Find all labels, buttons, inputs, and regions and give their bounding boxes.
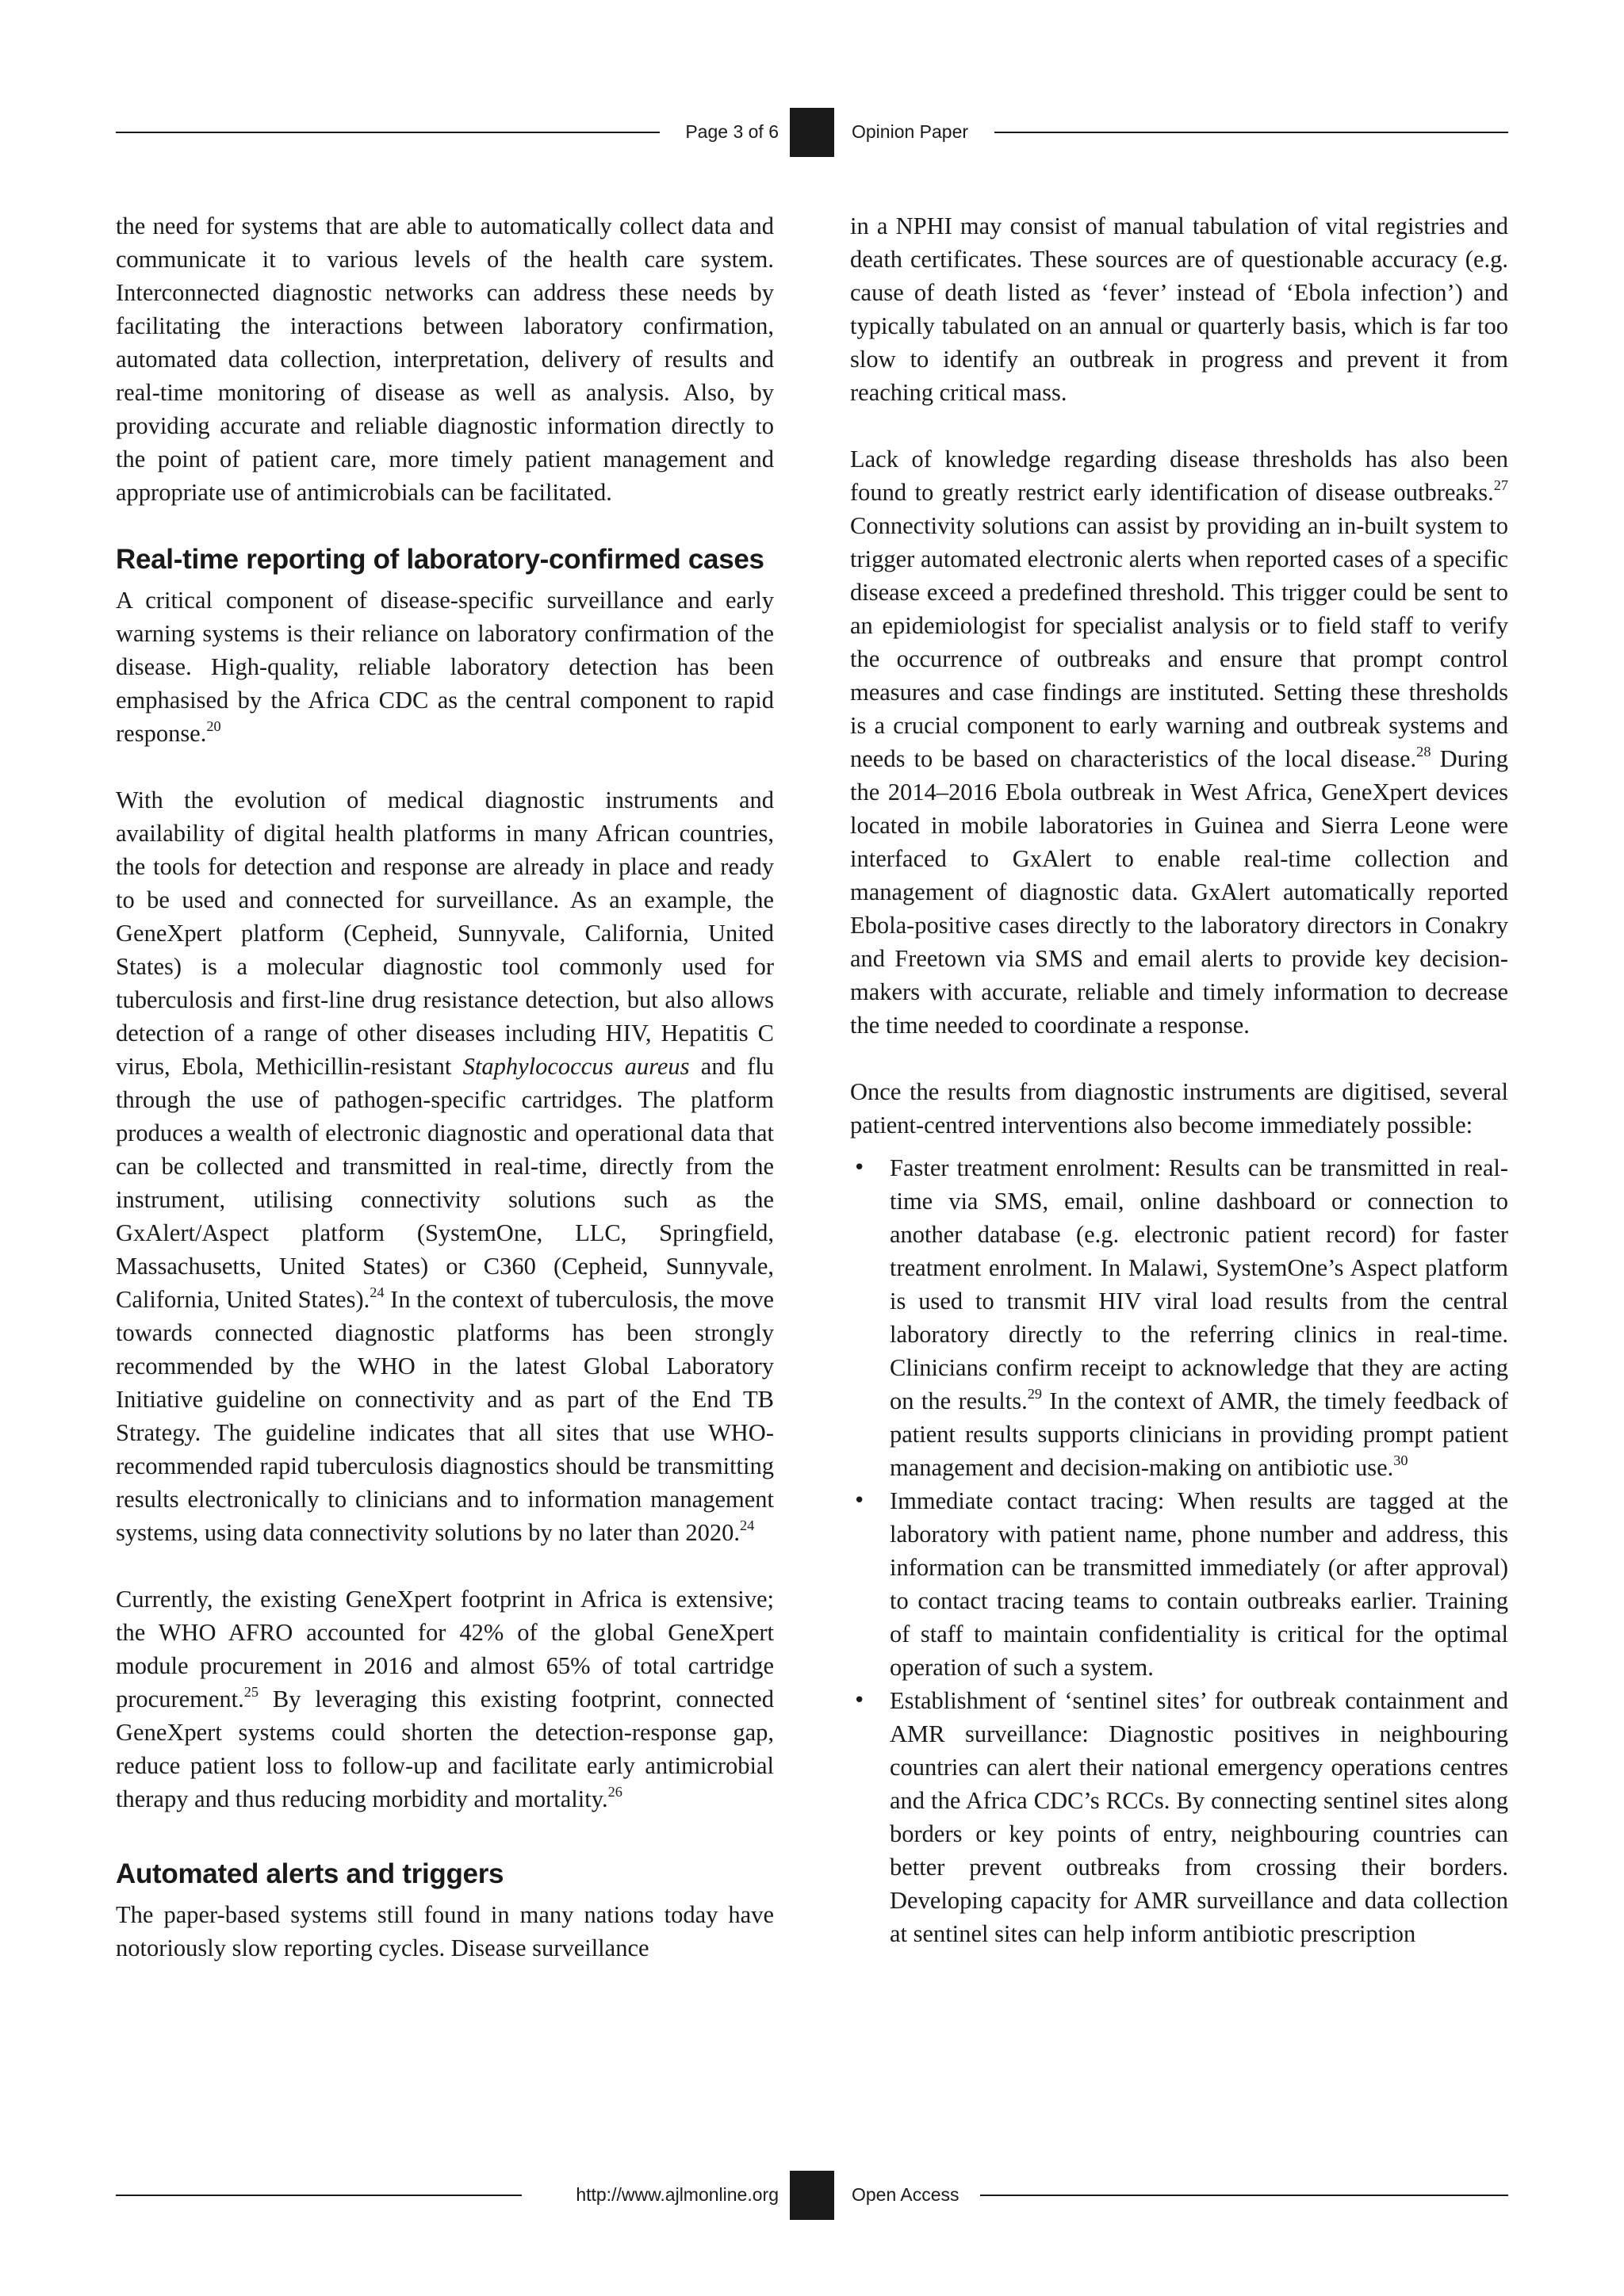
section-heading-real-time-reporting: Real-time reporting of laboratory-confirmed cases [116,544,764,575]
paragraph: With the evolution of medical diagnostic instruments and availability of digital health platforms in many African countries, the tools for detection and response are already in place and ready to be used and connected for surveillance. As an example, the GeneXpert platform (Cepheid, Sunnyvale, California, United States) is a molecular diagnostic tool commonly used for tuberculosis and first-line drug resistance detection, but also allows detection of a range of other diseases including HIV, Hepatitis C virus, Ebola, Methicillin-resistant Staphylococcus aureus and flu through the use of pathogen-specific cartridges. The platform produces a wealth of electronic diagnostic and operational data that can be collected and transmitted in real-time, directly from the instrument, utilising connectivity solutions such as the GxAlert/Aspect platform (SystemOne, LLC, Springfield, Massachusetts, United States) or C360 (Cepheid, Sunnyvale, California, United States).$^{24}$ In the context of tuberculosis, the move towards connected diagnostic platforms has been strongly recommended by the WHO in the latest Global Laboratory Initiative guideline on connectivity and as part of the End TB Strategy. The guideline indicates that all sites that use WHO-recommended rapid tuberculosis diagnostics should be transmitting results electronically to clinicians and to information management systems, using data connectivity solutions by no later than 2020.24 [116,786,774,1546]
citation[interactable]: 30 [1393,1452,1408,1469]
paragraph: the need for systems that are able to automatically collect data and communicate it to various levels of the health care system. Interconnected diagnostic networks can address these needs by facilitating the interactions between laboratory confirmation, automated data collection, interpretation, delivery of results and real-time monitoring of disease as well as analysis. Also, by providing accurate and reliable diagnostic information directly to the point of patient care, more timely patient management and appropriate use of antimicrobials can be facilitated. [116,212,774,506]
page-number: Page 3 of 6 [685,121,779,142]
bullet-icon: • [853,1489,866,1513]
paragraph: Once the results from diagnostic instruments are digitised, several patient-centred interventions also become immediately possible: [850,1078,1508,1138]
list-item: • Immediate contact tracing: When results are tagged at the laboratory with patient name, phone number and address, this information can be transmitted immediately (or after approval) to contact tracing teams to contain outbreaks earlier. Training of staff to maintain confidentiality is critical for the optimal operation of such a system. [850,1484,1508,1684]
bullet-list [850,1151,1508,1950]
paragraph: The paper-based systems still found in many nations today have notoriously slow reporting cycles. Disease surveillance [116,1901,774,1961]
right-column [850,209,1508,1950]
species-name: Staphylococcus aureus [462,1053,690,1080]
list-item: • Establishment of ‘sentinel sites’ for outbreak containment and AMR surveillance: Diagnostic positives in neighbouring countries can alert their national emergency operations centres and the Africa CDC’s RCCs. By connecting sentinel sites along borders or key points of entry, neighbouring countries can better prevent outbreaks from crossing their borders. Developing capacity for AMR surveillance and data collection at sentinel sites can help inform antibiotic prescription [850,1684,1508,1950]
footer-marker [790,2171,834,2220]
footer-rule-left [116,2195,522,2196]
header-marker [790,108,834,157]
left-column [116,209,774,1998]
citation[interactable]: 24 [370,1284,385,1301]
citation[interactable]: 29 [1027,1386,1042,1402]
citation[interactable]: 27 [1493,477,1508,494]
paragraph: Currently, the existing GeneXpert footprint in Africa is extensive; the WHO AFRO accounted for 42% of the global GeneXpert module procurement in 2016 and almost 65% of total cartridge procurement.$^{25}$ By leveraging this existing footprint, connected GeneXpert systems could shorten the detection-response gap, reduce patient loss to follow-up and facilitate early antimicrobial therapy and thus reducing morbidity and mortality.$^{26}$ [116,1586,774,1812]
paragraph: in a NPHI may consist of manual tabulation of vital registries and death certificates. These sources are of questionable accuracy (e.g. cause of death listed as ‘fever’ instead of ‘Ebola infection’) and typically tabulated on an annual or quarterly basis, which is far too slow to identify an outbreak in progress and prevent it from reaching critical mass. [850,212,1508,406]
paragraph: A critical component of disease-specific surveillance and early warning systems is their reliance on laboratory confirmation of the disease. High-quality, reliable laboratory detection has been emphasised by the Africa CDC as the central component to rapid response.$^{20}$ [116,587,774,747]
header-rule-left [116,132,660,133]
list-item: • Faster treatment enrolment: Results can be transmitted in real-time via SMS, email, online dashboard or connection to another database (e.g. electronic patient record) for faster treatment enrolment. In Malawi, SystemOne’s Aspect platform is used to transmit HIV viral load results from the central laboratory directly to the referring clinics in real-time. Clinicians confirm receipt to acknowledge that they are acting on the results.$^{29}$ In the context of AMR, the timely feedback of patient results supports clinicians in providing prompt patient management and decision-making on antibiotic use.$^{30}$ [850,1151,1508,1484]
section-heading-automated-alerts: Automated alerts and triggers [116,1858,504,1889]
bullet-icon: • [853,1156,866,1180]
paragraph: Lack of knowledge regarding disease thresholds has also been found to greatly restrict early identification of disease outbreaks.$^{27}$ Connectivity solutions can assist by providing an in-built system to trigger automated electronic alerts when reported cases of a specific disease exceed a predefined threshold. This trigger could be sent to an epidemiologist for specialist analysis or to field staff to verify the occurrence of outbreaks and ensure that prompt control measures and case findings are instituted. Setting these thresholds is a crucial component to early warning and outbreak systems and needs to be based on characteristics of the local disease.$^{28}$ During the 2014–2016 Ebola outbreak in West Africa, GeneXpert devices located in mobile laboratories in Guinea and Sierra Leone were interfaced to GxAlert to enable real-time collection and management of diagnostic data. GxAlert automatically reported Ebola-positive cases directly to the laboratory directors in Conakry and Freetown via SMS and email alerts to provide key decision-makers with accurate, reliable and timely information to decrease the time needed to coordinate a response. [850,446,1508,1039]
citation[interactable]: 24 [739,1517,755,1534]
citation[interactable]: 25 [243,1684,259,1701]
open-access-label: Open Access [852,2184,959,2205]
journal-url-link[interactable]: http://www.ajlmonline.org [576,2184,779,2205]
header-rule-right [994,132,1508,133]
bullet-icon: • [853,1689,866,1712]
running-footer [116,2171,1508,2220]
citation[interactable]: 28 [1416,744,1431,760]
running-header [116,108,1508,157]
article-type: Opinion Paper [852,121,969,142]
citation[interactable]: 20 [206,718,221,735]
footer-rule-right [980,2195,1508,2196]
citation[interactable]: 26 [607,1784,622,1800]
